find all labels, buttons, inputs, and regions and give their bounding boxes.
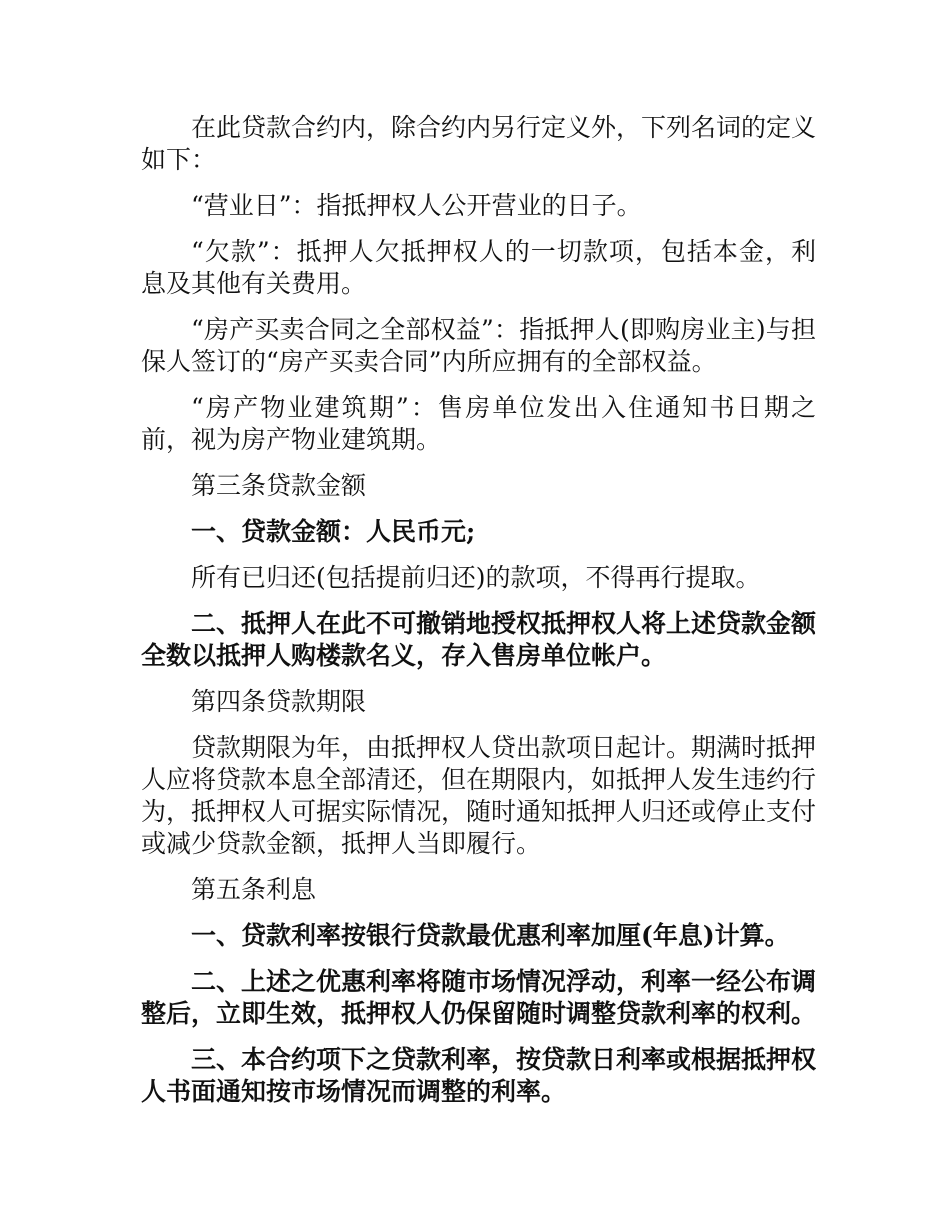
article-3-clause-1: 一、贷款金额：人民币元; [191,517,476,546]
definition-business-day: “营业日”：指抵押权人公开营业的日子。 [191,191,642,220]
article-3-heading: 第三条贷款金额 [191,471,367,500]
definition-construction-period: “房产物业建筑期”：售房单位发出入住通知书日期之前，视为房产物业建筑期。 [141,393,816,454]
article-4-heading: 第四条贷款期限 [191,687,367,716]
article-5-clause-2: 二、上述之优惠利率将随市场情况浮动，利率一经公布调整后，立即生效，抵押权人仍保留随时调整贷款利率的权利。 [141,967,817,1028]
document-body [141,112,816,1122]
article-5-heading: 第五条利息 [191,875,317,904]
article-4-body: 贷款期限为年，由抵押权人贷出款项日起计。期满时抵押人应将贷款本息全部清还，但在期限内，如抵押人发生违约行为，抵押权人可据实际情况，随时通知抵押人归还或停止支付或减少贷款金额，抵押人当即履行。 [141,733,817,858]
definition-intro: 在此贷款合约内，除合约内另行定义外，下列名词的定义如下： [141,113,817,174]
article-5-clause-3: 三、本合约项下之贷款利率，按贷款日利率或根据抵押权人书面通知按市场情况而调整的利率。 [141,1045,817,1106]
article-5-clause-1: 一、贷款利率按银行贷款最优惠利率加厘(年息)计算。 [191,921,790,950]
definition-debt: “欠款”：抵押人欠抵押权人的一切款项，包括本金，利息及其他有关费用。 [141,237,816,298]
article-3-clause-2: 二、抵押人在此不可撤销地授权抵押权人将上述贷款金额全数以抵押人购楼款名义，存入售房单位帐户。 [141,609,817,670]
definition-contract-rights: “房产买卖合同之全部权益”：指抵押人(即购房业主)与担保人签订的“房产买卖合同”内所应拥有的全部权益。 [141,315,816,376]
article-3-repayment-note: 所有已归还(包括提前归还)的款项，不得再行提取。 [191,563,761,592]
